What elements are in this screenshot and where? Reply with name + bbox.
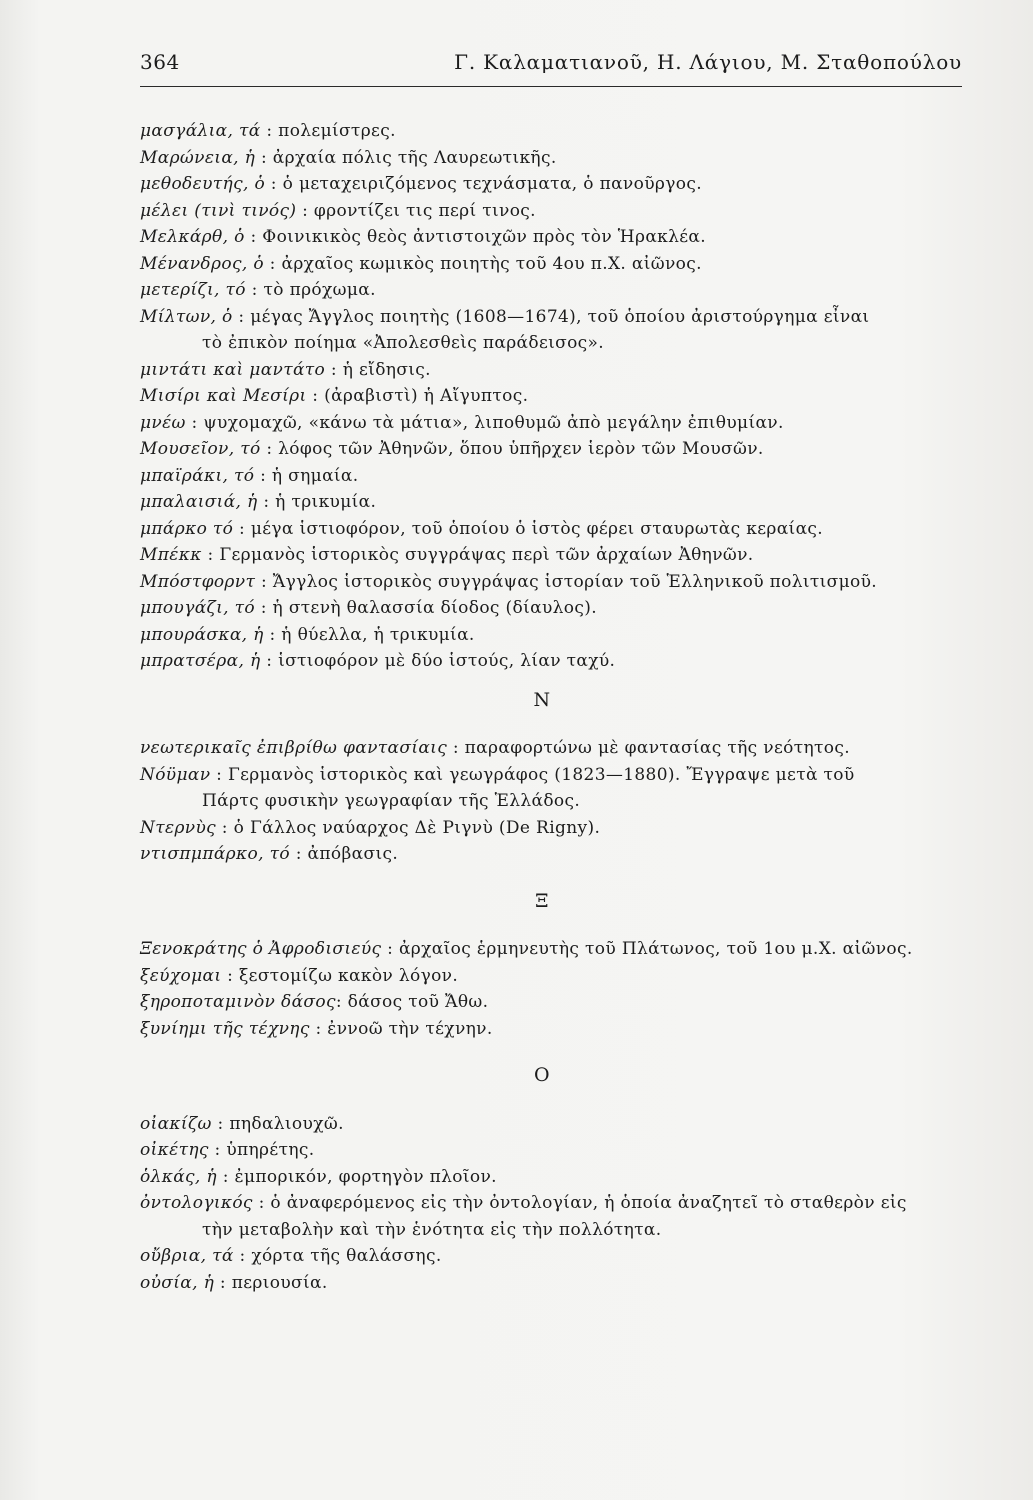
glossary-entry: [140, 436, 980, 463]
glossary-section-n: [140, 735, 980, 868]
glossary-entry: [140, 1270, 980, 1297]
glossary-entry: [140, 489, 980, 516]
entry-definition: : πολεμίστρες.: [260, 121, 396, 141]
glossary-entry: [140, 841, 980, 868]
glossary-entry: [140, 1137, 980, 1164]
entry-definition: : ἀρχαία πόλις τῆς Λαυρεωτικῆς.: [255, 147, 557, 168]
glossary-entry: [140, 815, 980, 842]
entry-term: Μένανδρος, ὁ: [140, 253, 264, 274]
glossary-entry: [140, 251, 980, 278]
entry-term: Μελκάρθ, ὁ: [140, 227, 245, 247]
entry-term: μπουράσκα, ἡ: [140, 624, 264, 645]
glossary-entry: [140, 1164, 980, 1191]
entry-term: μπαλαισιά, ἡ: [140, 492, 258, 512]
glossary-entry: [140, 1243, 980, 1270]
entry-definition: : ἡ στενὴ θαλασσία δίοδος (δίαυλος).: [254, 598, 597, 618]
glossary-entry: [140, 936, 980, 963]
entry-definition: : δάσος τοῦ Ἄθω.: [335, 992, 489, 1012]
page-number: 364: [140, 50, 180, 74]
entry-term: μέλει (τινὶ τινός): [140, 200, 297, 221]
entry-definition: : ὁ ἀναφερόμενος εἰς τὴν ὀντολογίαν, ἡ ὁποία ἀναζητεῖ τὸ σταθερὸν εἰς: [252, 1193, 907, 1213]
glossary-entry: [140, 622, 980, 649]
glossary-entry: [140, 762, 980, 789]
glossary-entry: [140, 989, 980, 1016]
entry-definition: : ἱστιοφόρον μὲ δύο ἱστούς, λίαν ταχύ.: [260, 651, 616, 671]
glossary-entry: [140, 383, 980, 410]
entry-definition: : λόφος τῶν Ἀθηνῶν, ὅπου ὑπῆρχεν ἱερὸν τῶν Μουσῶν.: [260, 439, 764, 459]
glossary-section-o: [140, 1111, 980, 1297]
entry-term: Μισίρι καὶ Μεσίρι: [140, 386, 307, 406]
entry-definition: : ἐννοῶ τὴν τέχνην.: [309, 1018, 493, 1039]
entry-definition: : ξεστομίζω κακὸν λόγον.: [221, 965, 459, 986]
entry-definition: τὸ ἐπικὸν ποίημα «Ἀπολεσθεὶς παράδεισος».: [202, 333, 605, 353]
entry-definition: : ἡ τρικυμία.: [257, 492, 377, 512]
entry-term: ξεύχομαι: [140, 965, 222, 986]
entry-term: Μαρώνεια, ἡ: [140, 147, 256, 168]
entry-term: μεθοδευτής, ὁ: [140, 174, 266, 194]
entry-term: οἰκέτης: [140, 1140, 209, 1160]
entry-definition: : Γερμανὸς ἱστορικὸς καὶ γεωγράφος (1823—1880). Ἔγγραψε μετὰ τοῦ: [210, 764, 855, 785]
glossary-entry: [140, 542, 980, 569]
entry-term: μπουγάζι, τό: [140, 598, 255, 618]
entry-definition: : ἡ εἴδησις.: [325, 359, 431, 380]
entry-term: ξηροποταμινὸν δάσος: [140, 992, 336, 1012]
entry-definition: : ἀρχαῖος ἑρμηνευτὴς τοῦ Πλάτωνος, τοῦ 1ου μ.Χ. αἰῶνος.: [381, 939, 913, 959]
glossary-section-xi: [140, 936, 980, 1042]
glossary-entry: [140, 569, 980, 596]
entry-definition: : Γερμανὸς ἱστορικὸς συγγράψας περὶ τῶν ἀρχαίων Ἀθηνῶν.: [201, 545, 754, 565]
entry-definition: : μέγα ἱστιοφόρον, τοῦ ὁποίου ὁ ἱστὸς φέρει σταυρωτὰς κεραίας.: [233, 518, 824, 539]
glossary-entry: [140, 1016, 980, 1043]
glossary-content: [140, 118, 980, 1296]
entry-term: ξυνίημι τῆς τέχνης: [140, 1018, 310, 1039]
entry-term: μπαϊράκι, τό: [140, 465, 255, 486]
glossary-entry: [140, 410, 980, 437]
entry-term: ντισπμπάρκο, τό: [140, 844, 290, 864]
entry-definition: : τὸ πρόχωμα.: [245, 280, 376, 300]
running-head: Γ. Καλαματιανοῦ, Η. Λάγιου, Μ. Σταθοπούλου: [454, 50, 962, 74]
entry-term: μετερίζι, τό: [140, 280, 246, 300]
entry-definition: : ὁ μεταχειριζόμενος τεχνάσματα, ὁ πανοῦργος.: [265, 174, 702, 194]
glossary-section-m: [140, 118, 980, 675]
entry-definition: : Φοινικικὸς θεὸς ἀντιστοιχῶν πρὸς τὸν Ἡρακλέα.: [244, 227, 706, 247]
glossary-entry: [140, 735, 980, 762]
entry-definition: : μέγας Ἄγγλος ποιητὴς (1608—1674), τοῦ ὁποίου ἀριστούργημα εἶναι: [232, 306, 870, 327]
entry-term: μπρατσέρα, ἡ: [140, 651, 261, 671]
glossary-entry: [140, 648, 980, 675]
glossary-entry: [140, 1190, 980, 1217]
glossary-entry-continuation: [140, 330, 980, 357]
glossary-entry: [140, 304, 980, 331]
glossary-entry: [140, 357, 980, 384]
glossary-entry-continuation: [140, 788, 980, 815]
entry-definition: : ἀπόβασις.: [289, 844, 399, 864]
entry-term: οὔβρια, τά: [140, 1246, 234, 1266]
glossary-entry: [140, 1111, 980, 1138]
glossary-entry: [140, 224, 980, 251]
entry-term: οἰακίζω: [140, 1113, 212, 1134]
entry-definition: : παραφορτώνω μὲ φαντασίας τῆς νεότητος.: [447, 738, 850, 758]
entry-definition: : ἐμπορικόν, φορτηγὸν πλοῖον.: [216, 1166, 497, 1187]
entry-definition: : πηδαλιουχῶ.: [211, 1113, 344, 1134]
entry-term: Νόϋμαν: [140, 764, 211, 785]
glossary-entry: [140, 145, 980, 172]
entry-definition: : ὑπηρέτης.: [208, 1140, 315, 1160]
entry-definition: : ἡ θύελλα, ἡ τρικυμία.: [263, 624, 475, 645]
glossary-entry: [140, 516, 980, 543]
entry-term: οὐσία, ἡ: [140, 1272, 215, 1293]
entry-definition: : (ἀραβιστὶ) ἡ Αἴγυπτος.: [306, 386, 529, 406]
entry-term: μιντάτι καὶ μαντάτο: [140, 359, 326, 380]
section-heading-o: O: [534, 1064, 550, 1086]
entry-term: Μουσεῖον, τό: [140, 439, 261, 459]
entry-definition: : ὁ Γάλλος ναύαρχος Δὲ Ριγνὺ (De Rigny).: [216, 817, 601, 838]
entry-term: Ξενοκράτης ὁ Ἀφροδισιεύς: [140, 939, 382, 959]
glossary-entry: [140, 595, 980, 622]
entry-definition: : Ἄγγλος ἱστορικὸς συγγράψας ἱστορίαν τοῦ Ἑλληνικοῦ πολιτισμοῦ.: [255, 571, 878, 592]
entry-term: μνέω: [140, 412, 186, 433]
entry-definition: : φροντίζει τις περί τινος.: [296, 200, 536, 221]
entry-definition: : ψυχομαχῶ, «κάνω τὰ μάτια», λιποθυμῶ ἀπὸ μεγάλην ἐπιθυμίαν.: [185, 412, 784, 433]
entry-term: μασγάλια, τά: [140, 121, 261, 141]
entry-definition: : περιουσία.: [214, 1272, 328, 1293]
entry-definition: : ἡ σημαία.: [254, 465, 359, 486]
section-heading-n: N: [533, 688, 551, 711]
entry-definition: τὴν μεταβολὴν καὶ τὴν ἑνότητα εἰς τὴν πολλότητα.: [202, 1219, 662, 1240]
entry-term: νεωτερικαῖς ἐπιβρίθω φαντασίαις: [140, 738, 448, 758]
entry-term: Μίλτων, ὁ: [140, 306, 233, 327]
glossary-entry: [140, 963, 980, 990]
entry-definition: : ἀρχαῖος κωμικὸς ποιητὴς τοῦ 4ου π.Χ. αἰῶνος.: [263, 253, 702, 274]
page-header: [140, 46, 962, 87]
glossary-entry: [140, 277, 980, 304]
glossary-entry: [140, 198, 980, 225]
entry-term: ὁλκάς, ἡ: [140, 1166, 217, 1187]
entry-term: Μπόστφορντ: [140, 571, 256, 592]
glossary-entry: [140, 463, 980, 490]
section-heading-xi: Ξ: [535, 889, 549, 912]
entry-definition: Πάρτς φυσικὴν γεωγραφίαν τῆς Ἑλλάδος.: [202, 791, 581, 811]
glossary-entry: [140, 118, 980, 145]
entry-definition: : χόρτα τῆς θαλάσσης.: [233, 1246, 442, 1266]
entry-term: Μπέκκ: [140, 545, 202, 565]
entry-term: Ντερνὺς: [140, 817, 217, 838]
glossary-entry: [140, 171, 980, 198]
entry-term: μπάρκο τό: [140, 518, 234, 539]
entry-term: ὀντολογικός: [140, 1193, 253, 1213]
glossary-entry-continuation: [140, 1217, 980, 1244]
